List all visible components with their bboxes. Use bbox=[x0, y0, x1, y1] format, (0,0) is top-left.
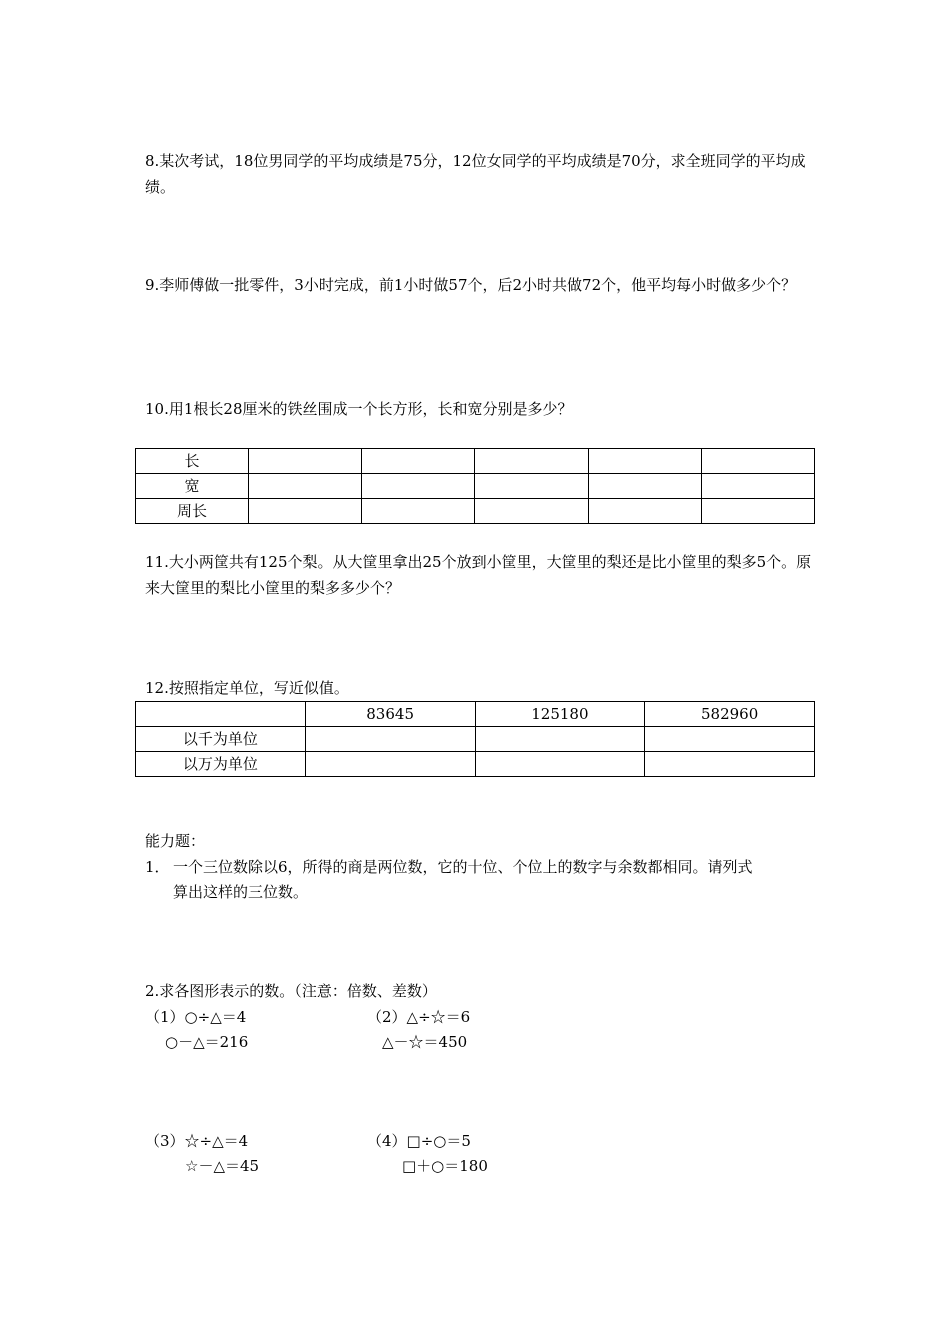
question-9: 9.李师傅做一批零件，3小时完成，前1小时做57个，后2小时共做72个，他平均每小时做多少个？ bbox=[145, 276, 797, 294]
answer-cell[interactable] bbox=[249, 499, 362, 524]
table-row bbox=[136, 727, 815, 752]
table-row bbox=[136, 449, 815, 474]
problem-3-line-1: （3）☆÷△＝4 bbox=[145, 1132, 249, 1150]
approximation-table bbox=[135, 701, 815, 777]
row-label-width: 宽 bbox=[136, 474, 249, 499]
answer-cell[interactable] bbox=[475, 752, 645, 777]
answer-cell[interactable] bbox=[588, 449, 701, 474]
problem-2-line-2: △－☆＝450 bbox=[382, 1033, 468, 1051]
answer-cell[interactable] bbox=[305, 752, 475, 777]
answer-cell[interactable] bbox=[249, 449, 362, 474]
question-text-line-2: 算出这样的三位数。 bbox=[173, 883, 309, 901]
answer-cell[interactable] bbox=[645, 752, 815, 777]
table-row bbox=[136, 499, 815, 524]
table-row bbox=[136, 474, 815, 499]
header-cell: 83645 bbox=[305, 702, 475, 727]
row-label-thousands: 以千为单位 bbox=[136, 727, 306, 752]
ability-heading: 能力题： bbox=[145, 832, 206, 850]
answer-cell[interactable] bbox=[475, 449, 588, 474]
answer-cell[interactable] bbox=[475, 727, 645, 752]
question-number: 1． bbox=[145, 858, 170, 876]
answer-cell[interactable] bbox=[362, 449, 475, 474]
problem-1-line-2: ○－△＝216 bbox=[165, 1033, 249, 1051]
rectangle-table bbox=[135, 448, 815, 524]
row-label-length: 长 bbox=[136, 449, 249, 474]
table-row bbox=[136, 752, 815, 777]
header-cell: 582960 bbox=[645, 702, 815, 727]
answer-cell[interactable] bbox=[249, 474, 362, 499]
problem-4-line-1: （4）□÷○＝5 bbox=[367, 1132, 471, 1150]
answer-cell[interactable] bbox=[701, 499, 814, 524]
ability-question-1 bbox=[145, 855, 753, 880]
question-text-line-1: 一个三位数除以6，所得的商是两位数，它的十位、个位上的数字与余数都相同。请列式 bbox=[173, 858, 753, 876]
question-10: 10.用1根长28厘米的铁丝围成一个长方形，长和宽分别是多少？ bbox=[145, 400, 573, 418]
problem-2-line-1: （2）△÷☆＝6 bbox=[367, 1008, 471, 1026]
header-cell: 125180 bbox=[475, 702, 645, 727]
answer-cell[interactable] bbox=[475, 499, 588, 524]
answer-cell[interactable] bbox=[701, 474, 814, 499]
answer-cell[interactable] bbox=[475, 474, 588, 499]
table-row bbox=[136, 702, 815, 727]
header-cell bbox=[136, 702, 306, 727]
question-11: 11.大小两筐共有125个梨。从大筐里拿出25个放到小筐里，大筐里的梨还是比小筐里的梨多5个。原来大筐里的梨比小筐里的梨多多少个？ bbox=[145, 553, 812, 597]
answer-cell[interactable] bbox=[588, 474, 701, 499]
question-2-title: 2.求各图形表示的数。（注意：倍数、差数） bbox=[145, 982, 437, 1000]
problem-4-line-2: □＋○＝180 bbox=[402, 1157, 488, 1175]
problem-1-line-1: （1）○÷△＝4 bbox=[145, 1008, 247, 1026]
answer-cell[interactable] bbox=[362, 474, 475, 499]
answer-cell[interactable] bbox=[701, 449, 814, 474]
problem-3-line-2: ☆－△＝45 bbox=[185, 1157, 260, 1175]
answer-cell[interactable] bbox=[305, 727, 475, 752]
answer-cell[interactable] bbox=[588, 499, 701, 524]
row-label-ten-thousands: 以万为单位 bbox=[136, 752, 306, 777]
row-label-perimeter: 周长 bbox=[136, 499, 249, 524]
answer-cell[interactable] bbox=[645, 727, 815, 752]
question-12: 12.按照指定单位，写近似值。 bbox=[145, 679, 349, 697]
answer-cell[interactable] bbox=[362, 499, 475, 524]
question-8: 8.某次考试，18位男同学的平均成绩是75分，12位女同学的平均成绩是70分，求全班同学的平均成绩。 bbox=[145, 152, 806, 196]
